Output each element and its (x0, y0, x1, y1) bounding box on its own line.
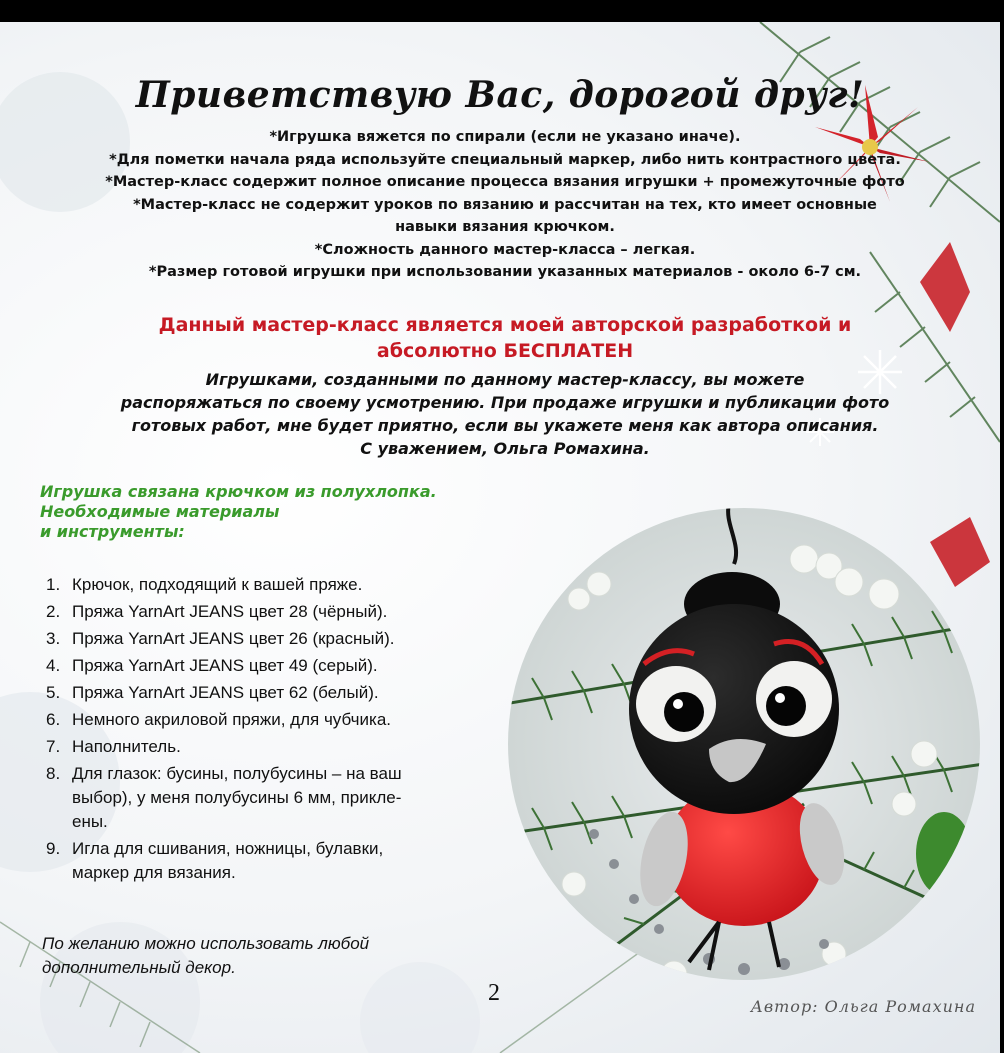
list-item: 3. Пряжа YarnArt JEANS цвет 26 (красный). (46, 629, 395, 648)
note-line: *Для пометки начала ряда используйте специальный маркер, либо нить контрастного цвета. (109, 151, 901, 168)
materials-intro-line: и инструменты: (40, 522, 185, 541)
page (0, 22, 1000, 1053)
page-title: Приветствую Вас, дорогой друг! (135, 74, 865, 116)
materials-list (46, 573, 506, 888)
list-item: 6. Немного акриловой пряжи, для чубчика. (46, 710, 392, 729)
optional-note-line: дополнительный декор. (42, 958, 236, 977)
list-item: 4. Пряжа YarnArt JEANS цвет 49 (серый). (46, 656, 378, 675)
optional-decor-note (42, 932, 369, 980)
page-number: 2 (488, 980, 500, 1006)
note-line: *Мастер-класс не содержит уроков по вязанию и рассчитан на тех, кто имеет основные (133, 196, 877, 213)
author-signature: Автор: Ольга Ромахина (750, 997, 976, 1016)
bullfinch-toy-photo (504, 504, 984, 984)
list-item: 1. Крючок, подходящий к вашей пряже. (46, 575, 363, 594)
note-line: *Размер готовой игрушки при использовании указанных материалов - около 6-7 см. (148, 264, 862, 280)
list-item: 8. Для глазок: бусины, полубусины – на ваш выбор), у меня полубусины 6 мм, прикле- ены. (46, 764, 402, 831)
usage-terms (30, 368, 980, 460)
list-item: 2. Пряжа YarnArt JEANS цвет 28 (чёрный). (46, 602, 388, 621)
list-item: 7. Наполнитель. (46, 737, 181, 756)
note-line: *Мастер-класс содержит полное описание процесса вязания игрушки + промежуточные фото (105, 174, 905, 190)
list-item: 9. Игла для сшивания, ножницы, булавки, маркер для вязания. (46, 839, 384, 882)
list-item: 5. Пряжа YarnArt JEANS цвет 62 (белый). (46, 683, 379, 702)
free-notice-line: Данный мастер-класс является моей авторской разработкой и (158, 314, 852, 336)
usage-signature: С уважением, Ольга Ромахина. (360, 439, 650, 458)
free-notice-line: абсолютно БЕСПЛАТЕН (376, 340, 634, 362)
materials-intro-line: Необходимые материалы (40, 502, 280, 521)
free-notice (40, 312, 970, 364)
notes-list (40, 126, 970, 284)
optional-note-line: По желанию можно использовать любой (42, 934, 370, 953)
usage-line: распоряжаться по своему усмотрению. При продаже игрушки и публикации фото (120, 393, 890, 412)
note-line: *Сложность данного мастер-класса – легкая. (314, 241, 696, 258)
usage-line: Игрушками, созданными по данному мастер-классу, вы можете (205, 370, 805, 389)
note-line: *Игрушка вяжется по спирали (если не указано иначе). (269, 129, 741, 145)
materials-intro (40, 482, 437, 542)
note-line: навыки вязания крючком. (395, 219, 615, 235)
usage-line: готовых работ, мне будет приятно, если вы укажете меня как автора описания. (131, 416, 879, 435)
materials-intro-line: Игрушка связана крючком из полухлопка. (40, 482, 437, 501)
